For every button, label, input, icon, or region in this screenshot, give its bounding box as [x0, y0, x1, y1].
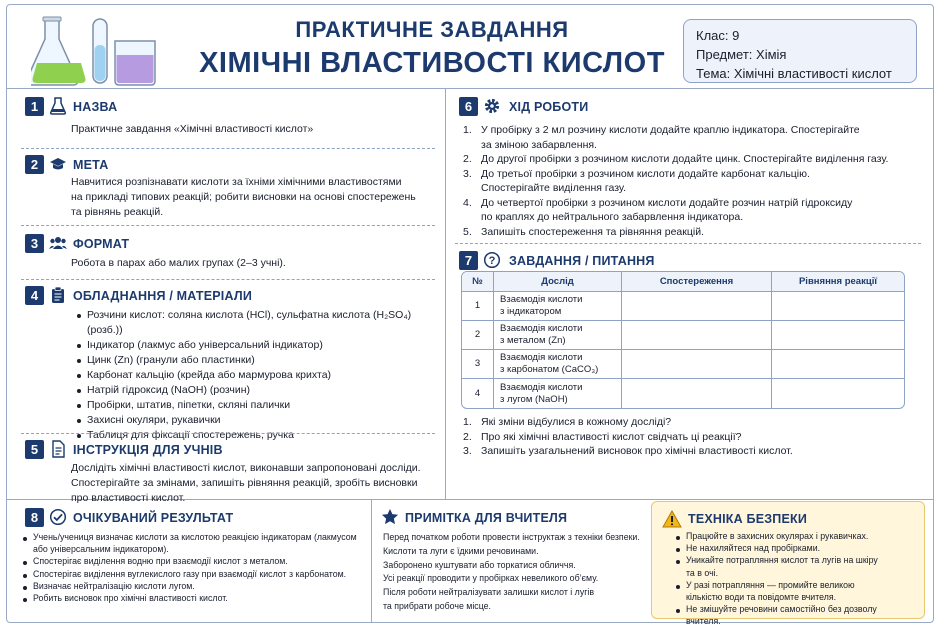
section-text: Практичне завдання «Хімічні властивості кислот»	[71, 123, 314, 135]
svg-text:?: ?	[488, 255, 496, 267]
text-line: Спостерігає виділення водню при взаємодії кислот з металом.	[33, 556, 288, 567]
text-line: вчителя.	[686, 616, 721, 627]
question-item	[463, 444, 923, 459]
list-item: Карбонат кальцію (крейда або мармурова крихта)	[75, 368, 437, 383]
step-item	[463, 123, 923, 152]
materials-list	[75, 308, 437, 443]
check-circle-icon	[49, 508, 67, 526]
step-number: 1.	[463, 124, 472, 136]
section-number: 7	[459, 251, 478, 270]
text-line: Працюйте в захисних окулярах і рукавичках.	[686, 531, 869, 541]
question-number: 1.	[463, 416, 472, 428]
text-line: У пробірку з 2 мл розчину кислоти додайте краплю індикатора. Спостерігайте	[481, 124, 860, 136]
question-icon	[483, 251, 501, 269]
subject-info: Предмет: Хімія	[696, 47, 787, 62]
warning-icon	[662, 510, 682, 528]
list-item: Пробірки, штатив, піпетки, скляні палички	[75, 398, 437, 413]
section-title: ОБЛАДНАННЯ / МАТЕРІАЛИ	[73, 289, 253, 303]
text-line: Спостерігайте виділення газу.	[481, 182, 627, 194]
observation-cell[interactable]	[622, 350, 772, 379]
question-text: Які зміни відбулися в кожному досліді?	[481, 416, 672, 428]
text-line: Робить висновок про хімічні властивості кислот.	[33, 593, 228, 604]
text-line: Уникайте потрапляння кислот та лугів на шкіру	[686, 555, 878, 566]
star-icon	[381, 508, 399, 526]
text-line: або універсальним індикатором).	[33, 544, 169, 555]
flask-icon	[49, 97, 67, 115]
document-icon	[49, 440, 67, 458]
step-item	[463, 167, 923, 196]
row-number: 1	[462, 292, 494, 321]
section-title: ПРИМІТКА ДЛЯ ВЧИТЕЛЯ	[405, 511, 568, 525]
equation-cell[interactable]	[772, 321, 904, 350]
step-item	[463, 225, 923, 240]
question-text: Про які хімічні властивості кислот свідчать ці реакції?	[481, 430, 742, 443]
text-line: Не нахиляйтеся над пробірками.	[686, 543, 821, 554]
step-number: 5.	[463, 225, 472, 238]
gear-icon	[483, 97, 501, 115]
group-icon	[49, 234, 67, 252]
section-text	[71, 175, 416, 220]
list-item	[21, 555, 371, 567]
equation-cell[interactable]	[772, 292, 904, 321]
text-line: та в очі.	[686, 567, 719, 578]
safety-list	[674, 530, 920, 628]
section-title: ХІД РОБОТИ	[509, 100, 589, 114]
question-item	[463, 430, 923, 445]
cell-line: Взаємодія кислоти	[500, 352, 583, 363]
section-text: Робота в парах або малих групах (2–3 учні).	[71, 257, 286, 269]
worksheet	[6, 4, 934, 627]
cell-line: Взаємодія кислоти	[500, 323, 583, 334]
section-title: НАЗВА	[73, 100, 118, 114]
text-line: Усі реакції проводити у пробірках невеликого об’єму.	[383, 573, 599, 584]
title-line-2: ХІМІЧНІ ВЛАСТИВОСТІ КИСЛОТ	[199, 47, 665, 79]
text-line: Спостерігайте за змінами, запишіть рівняння реакцій, зробіть висновки	[71, 477, 418, 489]
text-line: за зміною забарвлення.	[481, 138, 597, 151]
text-line: та рівнянь реакцій.	[71, 206, 164, 218]
column-divider	[445, 89, 446, 499]
table-header: №	[462, 272, 494, 292]
row-number: 3	[462, 350, 494, 379]
dash-divider	[21, 279, 435, 280]
equation-cell[interactable]	[772, 379, 904, 408]
title-line-1: ПРАКТИЧНЕ ЗАВДАННЯ	[295, 17, 569, 42]
text-line: кількістю води та повідомте вчителя.	[686, 592, 837, 603]
clipboard-icon	[49, 286, 67, 304]
list-item: Натрій гідроксид (NaOH) (розчин)	[75, 383, 437, 398]
list-item: Цинк (Zn) (гранули або пластинки)	[75, 353, 437, 368]
dash-divider	[21, 433, 435, 434]
text-line: Спостерігає виділення вуглекислого газу при взаємодії кислот з карбонатом.	[33, 568, 347, 579]
section-number: 6	[459, 97, 478, 116]
section-title: ОЧІКУВАНИЙ РЕЗУЛЬТАТ	[73, 511, 234, 525]
step-item	[463, 152, 923, 167]
table-row	[462, 379, 904, 408]
table-header: Спостереження	[622, 272, 772, 292]
text-line: Визначає нейтралізацію кислоти лугом.	[33, 580, 195, 591]
text-line: Заборонено куштувати або торкатися обличчя.	[383, 559, 576, 570]
text-line: Не змішуйте речовини самостійно без дозволу	[686, 604, 877, 615]
text-line: Перед початком роботи провести інструктаж з техніки безпеки.	[383, 532, 640, 542]
section-text	[71, 461, 421, 506]
expected-results-list	[21, 531, 371, 604]
list-item	[674, 579, 920, 603]
list-item	[21, 580, 371, 592]
table-header: Дослід	[494, 272, 622, 292]
text-line: та прибрати робоче місце.	[383, 600, 491, 611]
list-item	[674, 554, 920, 578]
dash-divider	[455, 243, 921, 244]
question-item	[463, 415, 923, 430]
section-number: 4	[25, 286, 44, 305]
list-item	[674, 542, 920, 554]
cell-line: з лугом (NaOH)	[500, 393, 568, 405]
cell-line: Взаємодія кислоти	[500, 294, 583, 305]
list-item	[674, 530, 920, 542]
question-number: 2.	[463, 430, 472, 443]
text-line: по краплях до нейтрального забарвлення індикатора.	[481, 211, 744, 223]
text-line: Кислоти та луги є їдкими речовинами.	[383, 545, 539, 556]
list-item: Розчини кислот: соляна кислота (HCl), сульфатна кислота (H₂SO₄) (розб.))	[75, 308, 437, 338]
list-item	[21, 568, 371, 580]
question-text: Запишіть узагальнений висновок про хімічні властивості кислот.	[481, 445, 793, 457]
list-item: Таблиця для фіксації спостережень, ручка	[75, 428, 437, 443]
class-info: Клас: 9	[696, 28, 740, 43]
section-title: ІНСТРУКЦІЯ ДЛЯ УЧНІВ	[73, 443, 223, 457]
cell-line: Взаємодія кислоти	[500, 381, 583, 393]
row-number: 2	[462, 321, 494, 350]
dash-divider	[21, 148, 435, 149]
step-number: 2.	[463, 153, 472, 165]
section-title: ФОРМАТ	[73, 237, 130, 251]
column-divider	[371, 499, 372, 623]
procedure-steps	[463, 123, 923, 239]
section-number: 8	[25, 508, 44, 527]
text-line: Запишіть спостереження та рівняння реакцій.	[481, 225, 704, 238]
section-title: ТЕХНІКА БЕЗПЕКИ	[688, 512, 808, 526]
table-header: Рівняння реакції	[772, 272, 904, 292]
text-line: Учень/учениця визначає кислоти за кислотою реакцією індикаторам (лакмусом	[33, 532, 357, 542]
experiment-cell	[494, 321, 622, 350]
table-row	[462, 350, 904, 379]
step-number: 3.	[463, 167, 472, 180]
observation-cell[interactable]	[622, 292, 772, 321]
experiment-cell	[494, 379, 622, 408]
table-row	[462, 292, 904, 321]
section-title: МЕТА	[73, 158, 109, 172]
cell-line: з індикатором	[500, 306, 562, 317]
table-header-row	[462, 272, 904, 292]
section-title: ЗАВДАННЯ / ПИТАННЯ	[509, 254, 655, 268]
text-line: До четвертої пробірки з розчином кислоти додайте розчин натрій гідроксиду	[481, 196, 853, 209]
safety-box	[651, 501, 925, 627]
section-number: 5	[25, 440, 44, 459]
text-line: До другої пробірки з розчином кислоти додайте цинк. Спостерігайте виділення газу.	[481, 153, 889, 165]
text-line: Після роботи нейтралізувати залишки кислот і лугів	[383, 587, 595, 598]
text-line: Навчитися розпізнавати кислоти за їхніми хімічними властивостями	[71, 176, 402, 188]
observations-table	[461, 271, 905, 409]
list-item	[21, 592, 371, 604]
questions-list	[463, 415, 923, 459]
text-line: на прикладі типових реакцій; робити висновки на основі спостережень	[71, 191, 416, 203]
topic-info: Тема: Хімічні властивості кислот	[696, 66, 892, 81]
text-line: У разі потрапляння — промийте великою	[686, 579, 855, 590]
dash-divider	[21, 225, 435, 226]
text-line: До третьої пробірки з розчином кислоти додайте карбонат кальцію.	[481, 167, 810, 180]
cell-line: з металом (Zn)	[500, 335, 566, 346]
question-number: 3.	[463, 445, 472, 457]
list-item	[674, 603, 920, 627]
equation-cell[interactable]	[772, 350, 904, 379]
experiment-cell	[494, 350, 622, 379]
list-item	[21, 531, 371, 555]
lab-glassware-icon	[31, 15, 161, 87]
section-number: 1	[25, 97, 44, 116]
text-line: Дослідіть хімічні властивості кислот, виконавши запропоновані досліди.	[71, 462, 421, 474]
graduation-cap-icon	[49, 155, 67, 173]
teacher-note-text	[383, 531, 647, 614]
observation-cell[interactable]	[622, 321, 772, 350]
experiment-cell	[494, 292, 622, 321]
row-number: 4	[462, 379, 494, 408]
table-row	[462, 321, 904, 350]
section-number: 3	[25, 234, 44, 253]
list-item: Захисні окуляри, рукавички	[75, 413, 437, 428]
header	[7, 5, 933, 89]
section-number: 2	[25, 155, 44, 174]
list-item: Індикатор (лакмус або універсальний індикатор)	[75, 338, 437, 353]
observation-cell[interactable]	[622, 379, 772, 408]
step-number: 4.	[463, 196, 472, 209]
class-info-box	[683, 19, 917, 83]
text-line: про властивості кислот.	[71, 492, 186, 504]
cell-line: з карбонатом (CaCO₃)	[500, 364, 599, 375]
step-item	[463, 196, 923, 225]
